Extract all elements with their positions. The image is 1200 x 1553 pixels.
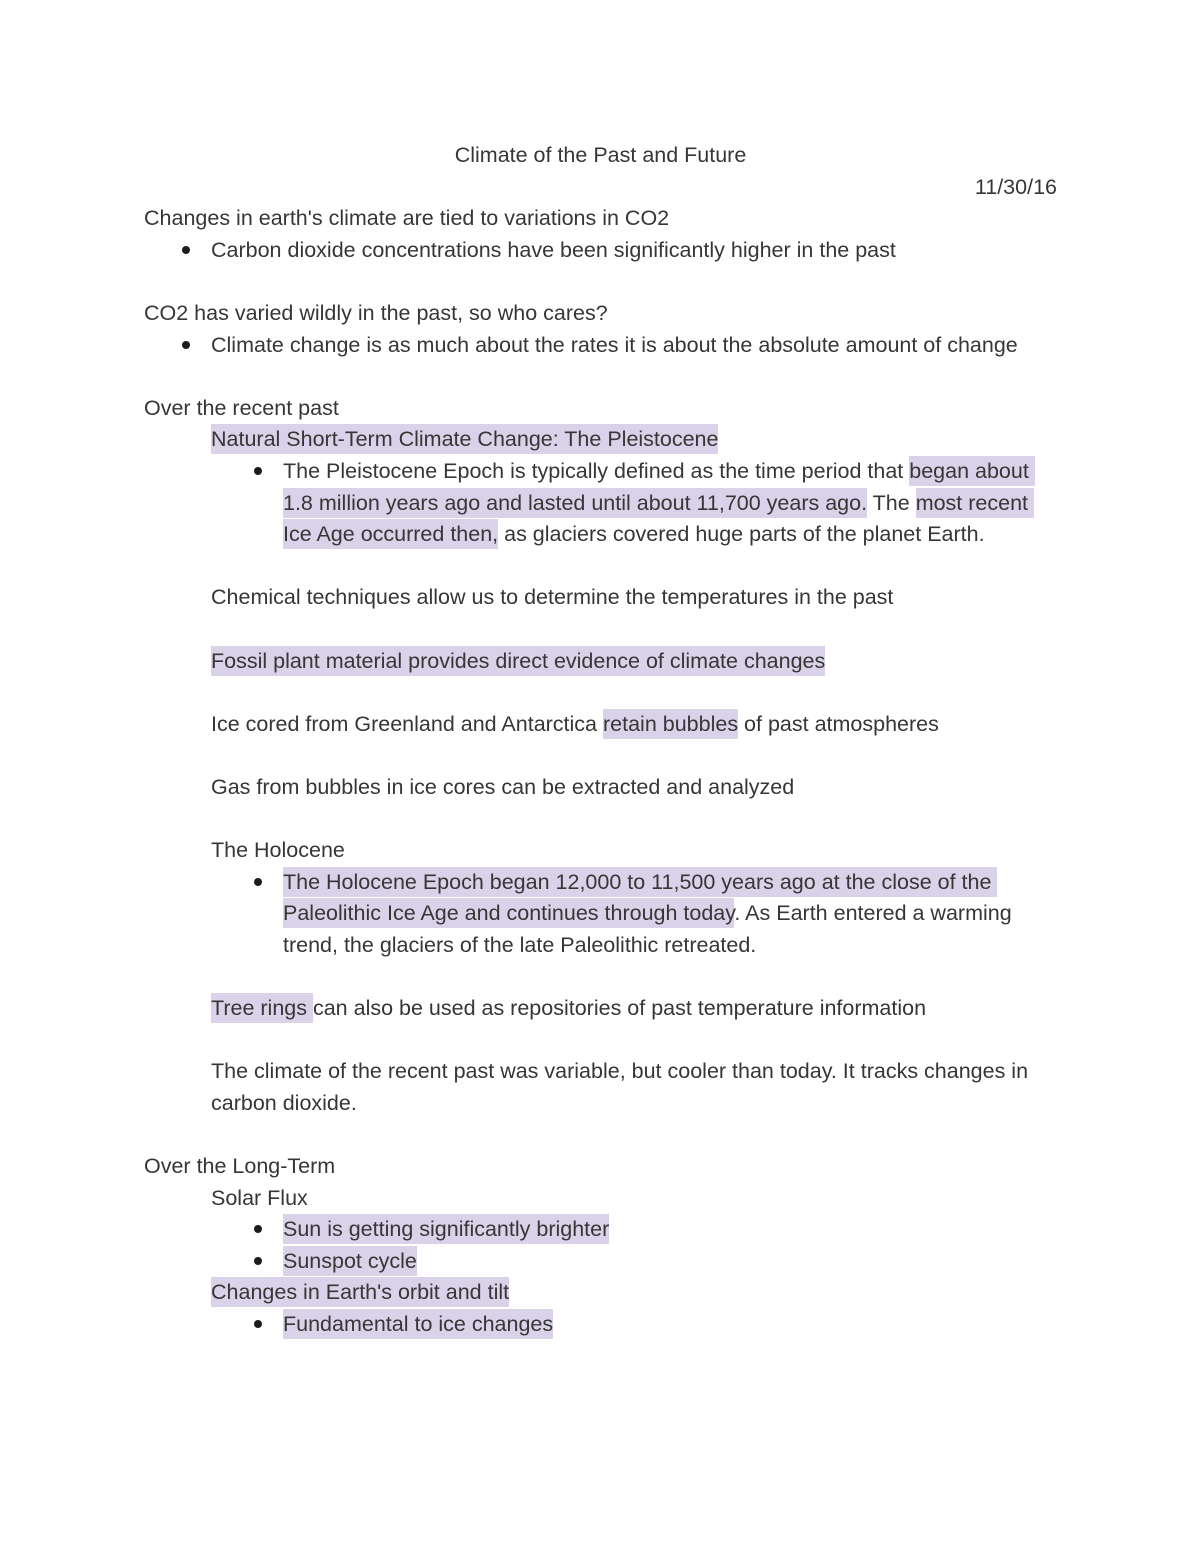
bullet-marker [182,246,190,254]
document-date: 11/30/16 [974,174,1057,199]
paragraph [144,424,1057,456]
text-run: The Pleistocene Epoch is typically defined as the time period that [283,458,910,483]
paragraph [144,772,1057,804]
paragraph [144,1183,1057,1215]
bullet-marker [254,1257,262,1265]
highlighted-text: Changes in Earth's orbit and tilt [211,1277,509,1307]
paragraph [144,835,1057,867]
bullet-item [144,1214,1057,1246]
text-run: Gas from bubbles in ice cores can be extracted and analyzed [211,774,795,799]
bullet-marker [254,467,262,475]
text-run: The climate of the recent past was variable, but cooler than today. It tracks changes in carbon dioxide. [211,1059,1035,1115]
document-body [144,203,1057,1340]
paragraph [144,298,1057,330]
text-run: can also be used as repositories of past temperature information [312,996,927,1021]
text-run: as glaciers covered huge parts of the planet Earth. [498,522,985,547]
highlighted-text: retain bubbles [603,709,738,739]
text-run: Climate change is as much about the rates it is about the absolute amount of change [211,332,1018,357]
text-run: Ice cored from Greenland and Antarctica [211,711,603,736]
text-run: Changes in earth's climate are tied to variations in CO2 [144,206,670,231]
bullet-item [144,330,1057,362]
bullet-marker [254,878,262,886]
paragraph [144,1151,1057,1183]
highlighted-text: The Holocene Epoch began 12,000 to 11,500 years ago at the close of the Paleolithic Ice Age and continues through today [283,867,997,929]
bullet-item [144,1309,1057,1341]
document-title: Climate of the Past and Future [454,143,747,167]
text-run: Over the Long-Term [144,1154,336,1178]
text-run: of past atmospheres [738,711,939,736]
highlighted-text: most recent Ice Age occurred then, [283,488,1034,550]
text-run: The [867,490,916,515]
paragraph [144,709,1057,741]
text-run: . As Earth entered a warming trend, the glaciers of the late Paleolithic retreated. [283,901,1018,957]
highlighted-text: Tree rings [211,993,313,1023]
paragraph [144,1056,1057,1119]
highlighted-text: Natural Short-Term Climate Change: The Pleistocene [211,424,718,454]
text-run: Chemical techniques allow us to determine the temperatures in the past [211,585,894,610]
text-run: Over the recent past [144,395,339,420]
highlighted-text: Fossil plant material provides direct evidence of climate changes [211,646,825,676]
paragraph [144,1277,1057,1309]
highlighted-text: Sun is getting significantly brighter [283,1214,609,1244]
text-run: Solar Flux [211,1185,308,1210]
highlighted-text: Sunspot cycle [283,1246,417,1276]
paragraph [144,203,1057,235]
bullet-item [144,456,1057,551]
bullet-item [144,1246,1057,1278]
paragraph [144,393,1057,425]
paragraph [144,582,1057,614]
bullet-marker [254,1225,262,1233]
paragraph [144,646,1057,678]
bullet-marker [182,341,190,349]
bullet-item [144,235,1057,267]
text-run: Carbon dioxide concentrations have been significantly higher in the past [211,237,896,262]
bullet-marker [254,1320,262,1328]
text-run: CO2 has varied wildly in the past, so who cares? [144,300,608,325]
highlighted-text: Fundamental to ice changes [283,1309,553,1339]
paragraph [144,993,1057,1025]
text-run: The Holocene [211,838,345,863]
bullet-item [144,867,1057,962]
highlighted-text: began about 1.8 million years ago and lasted until about 11,700 years ago. [283,456,1035,518]
